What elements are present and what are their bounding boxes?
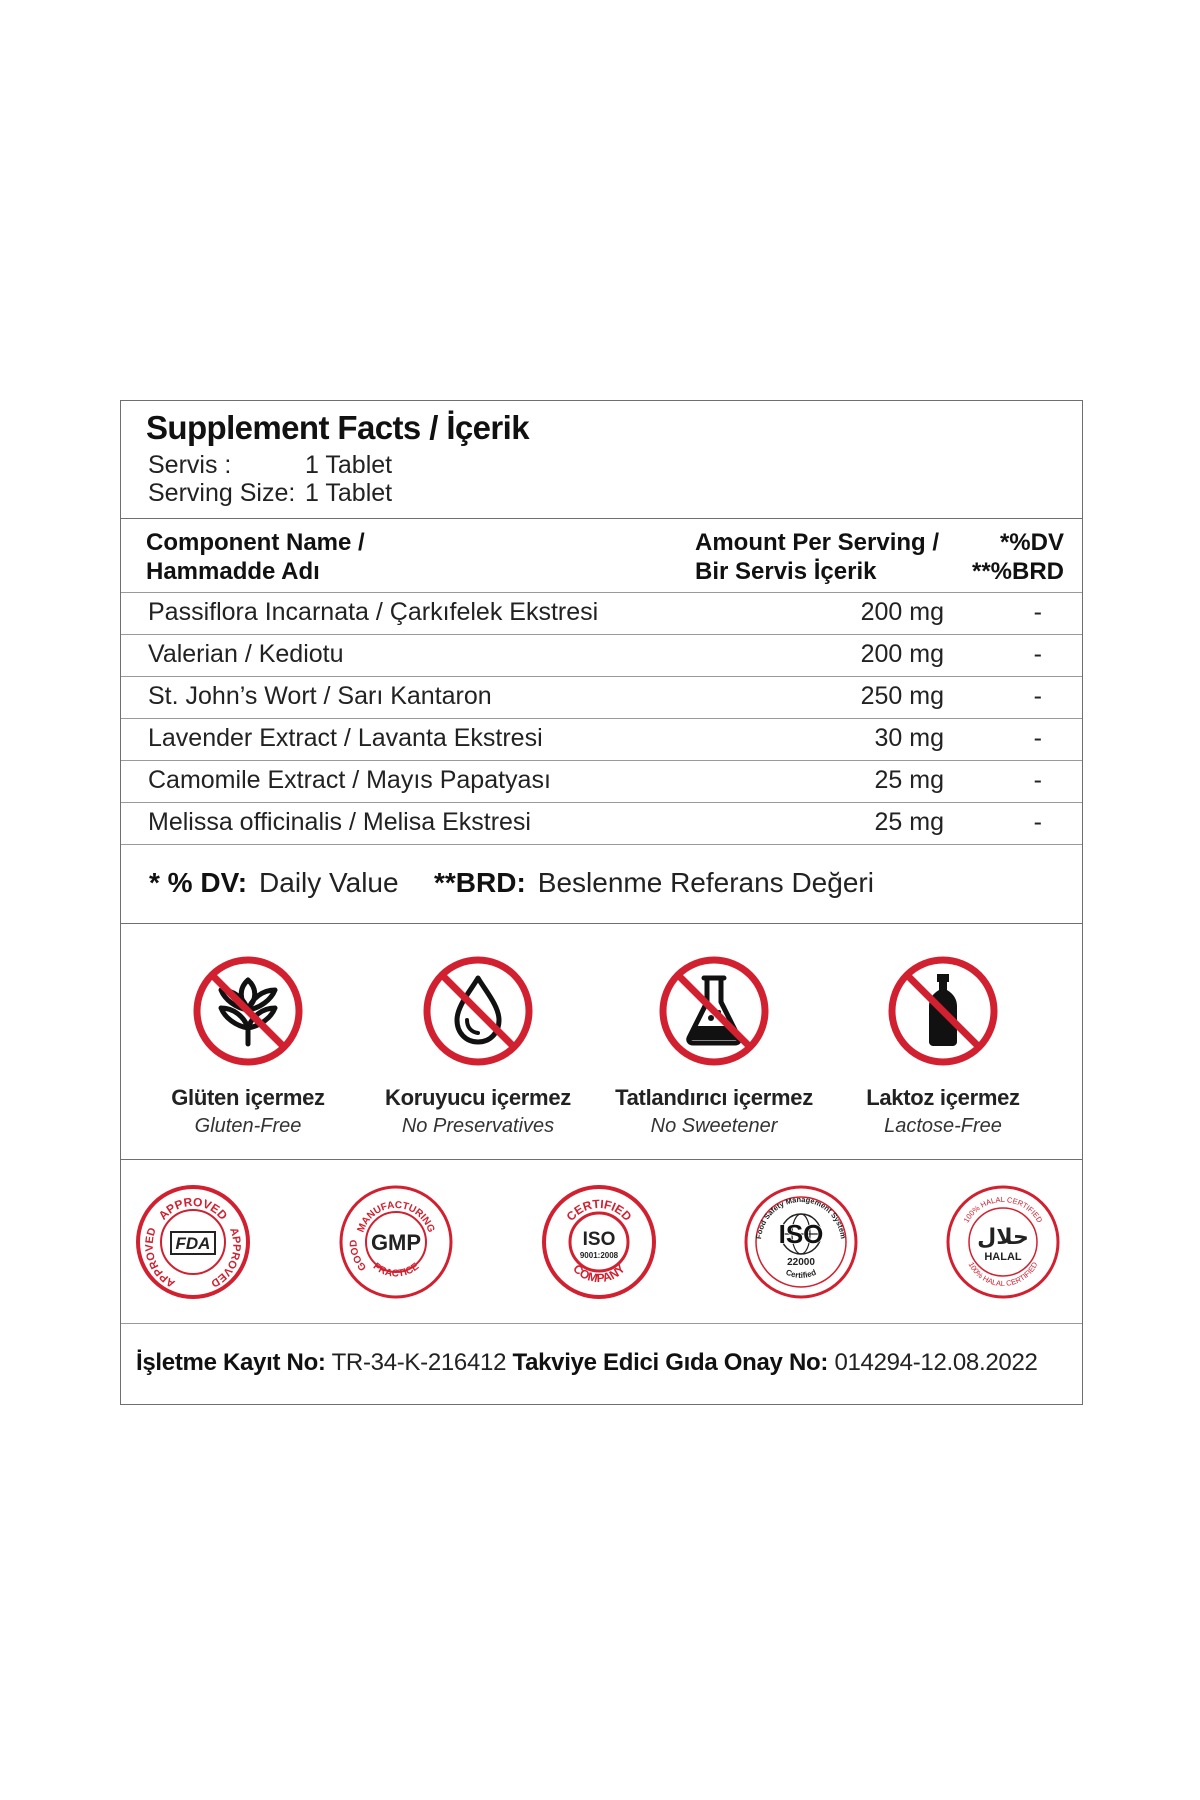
svg-text:GMP: GMP xyxy=(370,1230,422,1255)
gluten-free-en: Gluten-Free xyxy=(194,1115,302,1137)
ingredient-name: St. John’s Wort / Sarı Kantaron xyxy=(148,682,492,710)
ingredient-name: Lavender Extract / Lavanta Ekstresi xyxy=(148,724,543,752)
ingredient-dv: - xyxy=(1033,808,1042,836)
approval-number: 014294-12.08.2022 xyxy=(834,1349,1038,1376)
brd-legend xyxy=(434,867,874,899)
approval-label: Takviye Edici Gıda Onay No: xyxy=(512,1349,829,1376)
table-row xyxy=(121,718,1082,760)
registration-footer xyxy=(121,1324,1082,1404)
svg-text:FDA: FDA xyxy=(175,1234,211,1253)
amount-column-header xyxy=(695,528,939,586)
page-title: Supplement Facts / İçerik xyxy=(146,409,529,446)
free-from-section xyxy=(121,924,1082,1160)
supplement-facts-panel xyxy=(120,400,1083,1405)
table-row xyxy=(121,802,1082,844)
no-preservatives-item xyxy=(368,954,588,1138)
flask-icon xyxy=(657,954,771,1068)
gluten-free-item xyxy=(138,954,358,1138)
no-preservatives-en: No Preservatives xyxy=(401,1115,555,1137)
registration-number: TR-34-K-216412 xyxy=(331,1349,507,1376)
svg-text:MANUFACTURING: MANUFACTURING xyxy=(355,1199,437,1235)
svg-text:ISO: ISO xyxy=(582,1229,616,1250)
svg-text:APPROVED: APPROVED xyxy=(143,1226,178,1290)
svg-text:CERTIFIED: CERTIFIED xyxy=(563,1196,635,1224)
ingredient-dv: - xyxy=(1033,682,1042,710)
svg-text:APPROVED: APPROVED xyxy=(155,1194,231,1223)
svg-text:ISO: ISO xyxy=(778,1219,824,1249)
table-row xyxy=(121,592,1082,634)
lactose-free-en: Lactose-Free xyxy=(884,1115,1002,1137)
svg-text:COMPANY: COMPANY xyxy=(570,1261,628,1286)
registration-label: İşletme Kayıt No: xyxy=(136,1349,326,1376)
dv-header-line1: *%DV xyxy=(999,529,1064,556)
iso-9001-badge-icon xyxy=(539,1182,659,1302)
ingredient-name: Melissa officinalis / Melisa Ekstresi xyxy=(148,808,531,836)
fda-approved-badge-icon xyxy=(133,1182,253,1302)
component-header-line2: Hammadde Adı xyxy=(146,558,320,585)
serving-size-row xyxy=(148,479,392,508)
component-column-header xyxy=(146,528,365,586)
svg-text:حلال: حلال xyxy=(977,1225,1029,1250)
ingredient-amount: 25 mg xyxy=(874,808,944,836)
svg-text:Certified: Certified xyxy=(784,1267,818,1280)
bottle-icon xyxy=(886,954,1000,1068)
svg-text:GOOD: GOOD xyxy=(348,1239,370,1273)
iso-22000-badge-icon xyxy=(741,1182,861,1302)
table-row xyxy=(121,634,1082,676)
gmp-badge-icon xyxy=(336,1182,456,1302)
gluten-free-tr: Glüten içermez xyxy=(171,1085,325,1110)
svg-text:APPROVED: APPROVED xyxy=(208,1226,243,1290)
ingredient-table xyxy=(121,592,1082,844)
no-sweetener-tr: Tatlandırıcı içermez xyxy=(615,1085,813,1110)
ingredient-amount: 200 mg xyxy=(860,598,944,626)
servis-value: 1 Tablet xyxy=(305,451,393,479)
certification-badges xyxy=(121,1160,1082,1324)
dv-column-header xyxy=(972,528,1064,586)
legend xyxy=(121,844,1082,924)
dv-header-line2: **%BRD xyxy=(971,558,1064,585)
amount-header-line2: Bir Servis İçerik xyxy=(695,558,877,585)
registration-line xyxy=(136,1349,1038,1377)
wheat-icon xyxy=(191,954,305,1068)
lactose-free-tr: Laktoz içermez xyxy=(866,1085,1020,1110)
ingredient-amount: 30 mg xyxy=(874,724,944,752)
servis-row xyxy=(148,451,392,480)
brd-legend-key: **BRD: xyxy=(434,867,526,898)
ingredient-amount: 25 mg xyxy=(874,766,944,794)
ingredient-dv: - xyxy=(1033,766,1042,794)
svg-text:HALAL: HALAL xyxy=(984,1251,1022,1263)
ingredient-name: Passiflora Incarnata / Çarkıfelek Ekstresi xyxy=(148,598,599,626)
no-sweetener-item xyxy=(604,954,824,1138)
svg-text:100% HALAL CERTIFIED: 100% HALAL CERTIFIED xyxy=(966,1260,1040,1289)
no-preservatives-tr: Koruyucu içermez xyxy=(385,1085,571,1110)
svg-text:9001:2008: 9001:2008 xyxy=(579,1251,619,1260)
ingredient-amount: 200 mg xyxy=(860,640,944,668)
drop-icon xyxy=(421,954,535,1068)
dv-legend xyxy=(149,867,399,899)
amount-header-line1: Amount Per Serving / xyxy=(695,529,940,556)
halal-badge-icon xyxy=(943,1182,1063,1302)
servis-label: Servis : xyxy=(148,451,232,479)
table-column-headers xyxy=(121,523,1082,591)
lactose-free-item xyxy=(833,954,1053,1138)
dv-legend-key: * % DV: xyxy=(149,867,248,898)
dv-legend-text: Daily Value xyxy=(259,867,399,898)
brd-legend-text: Beslenme Referans Değeri xyxy=(537,867,874,898)
ingredient-dv: - xyxy=(1033,724,1042,752)
serving-size-label: Serving Size: xyxy=(148,479,296,507)
svg-text:PRACTICE: PRACTICE xyxy=(370,1261,422,1280)
ingredient-name: Valerian / Kediotu xyxy=(148,640,344,668)
table-row xyxy=(121,760,1082,802)
svg-text:Food Safety Management System: Food Safety Management System xyxy=(754,1194,848,1240)
ingredient-dv: - xyxy=(1033,598,1042,626)
table-row xyxy=(121,676,1082,718)
ingredient-dv: - xyxy=(1033,640,1042,668)
facts-header xyxy=(121,401,1082,519)
no-sweetener-en: No Sweetener xyxy=(650,1115,778,1137)
svg-text:100% HALAL CERTIFIED: 100% HALAL CERTIFIED xyxy=(961,1194,1045,1225)
ingredient-amount: 250 mg xyxy=(860,682,944,710)
ingredient-name: Camomile Extract / Mayıs Papatyası xyxy=(148,766,551,794)
serving-size-value: 1 Tablet xyxy=(305,479,393,507)
svg-text:22000: 22000 xyxy=(787,1257,815,1268)
component-header-line1: Component Name / xyxy=(146,529,365,556)
